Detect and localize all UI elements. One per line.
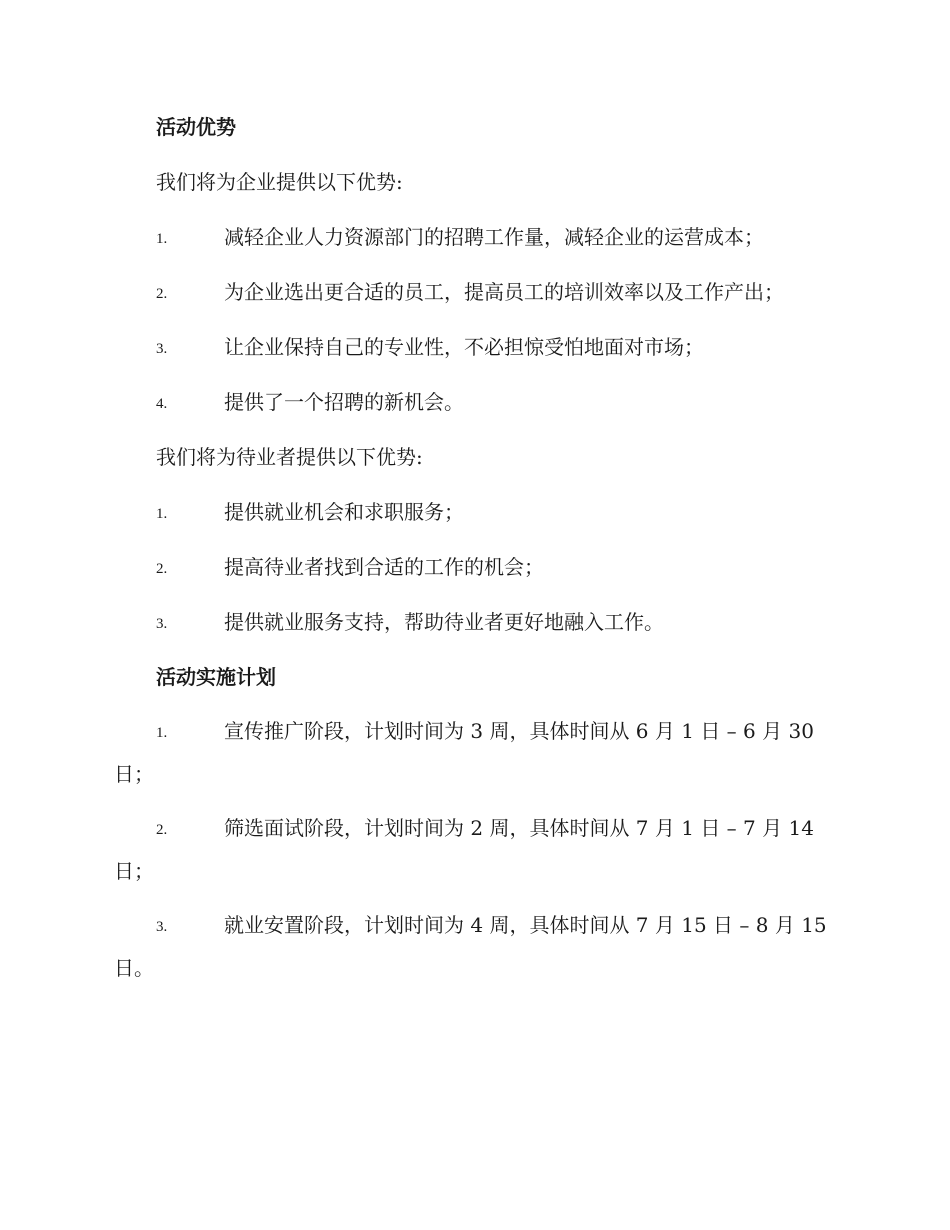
enterprise-intro: 我们将为企业提供以下优势: [156,170,403,194]
plan-text-line2: 日。 [114,956,154,980]
list-number: 3. [156,616,168,632]
list-number: 2. [156,561,168,577]
list-text: 提供就业服务支持，帮助待业者更好地融入工作。 [224,610,664,634]
plan-text-line1: 宣传推广阶段，计划时间为 3 周，具体时间从 6 月 1 日 – 6 月 30 [224,719,814,743]
list-text: 提供就业机会和求职服务； [224,500,464,524]
section-title-advantages: 活动优势 [156,115,236,139]
list-text: 提供了一个招聘的新机会。 [224,390,464,414]
list-text: 减轻企业人力资源部门的招聘工作量，减轻企业的运营成本； [224,225,764,249]
plan-text-line2: 日； [114,859,154,883]
plan-text-line2: 日； [114,762,154,786]
plan-text-line1: 就业安置阶段，计划时间为 4 周，具体时间从 7 月 15 日 – 8 月 15 [224,913,827,937]
list-number: 1. [156,231,168,247]
list-text: 提高待业者找到合适的工作的机会； [224,555,544,579]
list-number: 3. [156,919,168,935]
list-text: 为企业选出更合适的员工，提高员工的培训效率以及工作产出； [224,280,784,304]
list-number: 4. [156,396,168,412]
list-text: 让企业保持自己的专业性，不必担惊受怕地面对市场； [224,335,704,359]
section-title-plan: 活动实施计划 [156,665,276,689]
jobseeker-intro: 我们将为待业者提供以下优势: [156,445,423,469]
list-number: 2. [156,286,168,302]
plan-text-line1: 筛选面试阶段，计划时间为 2 周，具体时间从 7 月 1 日 – 7 月 14 [224,816,814,840]
list-number: 1. [156,725,168,741]
list-number: 1. [156,506,168,522]
list-number: 2. [156,822,168,838]
list-number: 3. [156,341,168,357]
